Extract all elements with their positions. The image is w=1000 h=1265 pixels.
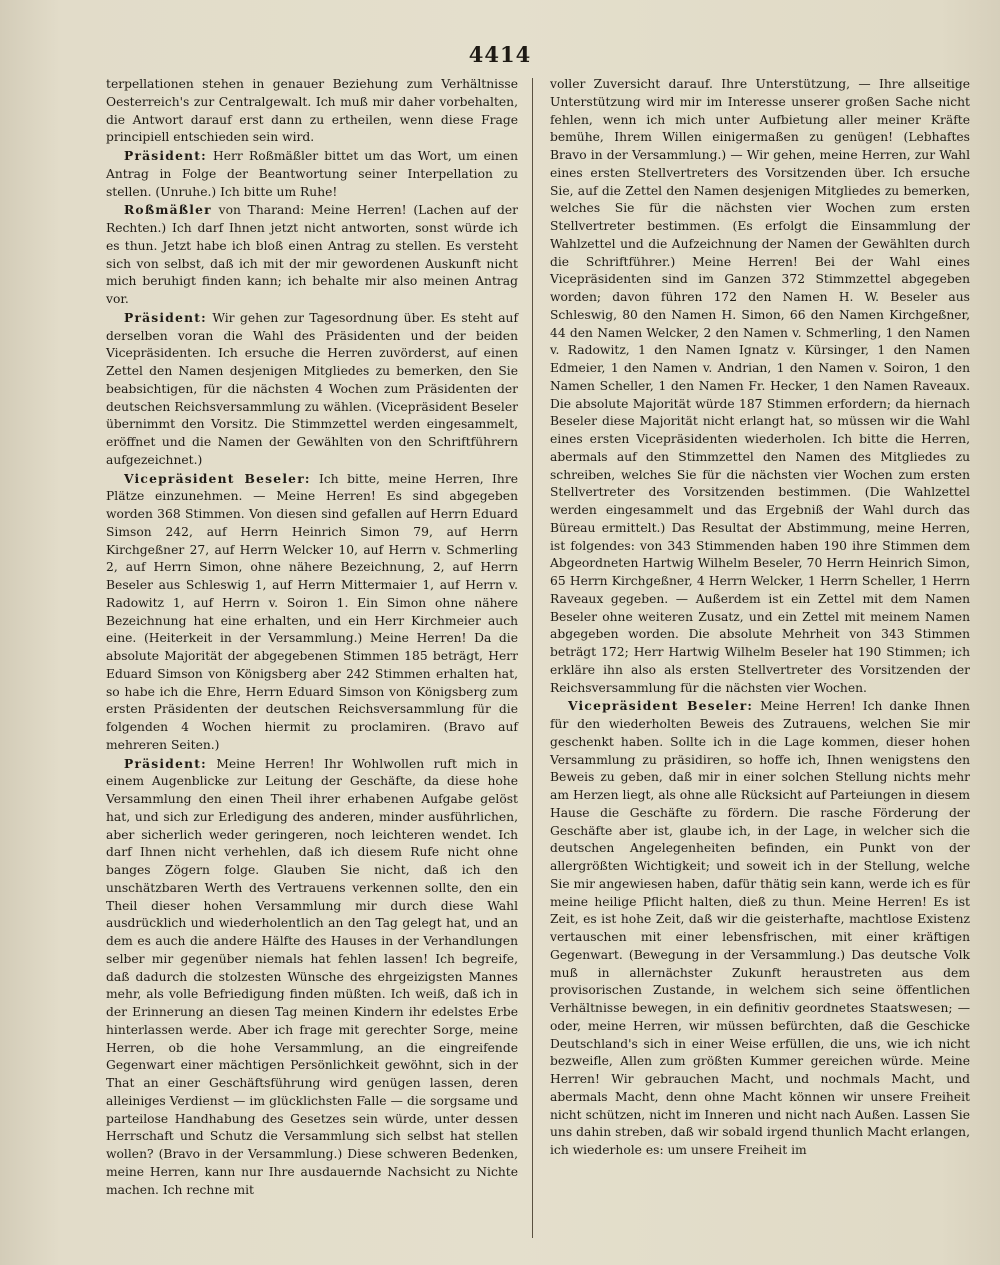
paragraph xyxy=(106,755,518,1200)
paragraph xyxy=(550,76,970,697)
paragraph-text: Herr Roßmäßler bittet um das Wort, um einen Antrag in Folge der Beantwortung seiner Interpellation zu stellen. (Unruhe.) Ich bitte um Ruhe! xyxy=(106,149,518,199)
paragraph xyxy=(106,76,518,147)
paragraph xyxy=(106,201,518,309)
paragraph-text: Wir gehen zur Tagesordnung über. Es steht auf derselben voran die Wahl des Präsidenten und der beiden Vicepräsidenten. Ich ersuche die Herren zuvörderst, auf einen Zettel den Namen desjenigen Mitgliedes zu bemerken, den Sie beabsichtigen, für die nächsten 4 Wochen zum Präsidenten der deutschen Reichsversammlung zu wählen. (Vicepräsident Beseler übernimmt den Vorsitz. Die Stimmzettel werden eingesammelt, eröffnet und die Namen der Gewählten von den Schriftführern aufgezeichnet.) xyxy=(106,310,518,467)
paragraph-text: voller Zuversicht darauf. Ihre Unterstützung, — Ihre allseitige Unterstützung wird mir im Interesse unserer großen Sache nicht fehlen, wenn ich mich unter Aufbietung aller meiner Kräfte bemühe, Ihrem Willen einigermaßen zu genügen! (Lebhaftes Bravo in der Versammlung.) — Wir gehen, meine Herren, zur Wahl eines ersten Stellvertreters des Vorsitzenden über. Ich ersuche Sie, auf die Zettel den Namen desjenigen Mitgliedes zu bemerken, welches Sie für die nächsten vier Wochen zum ersten Stellvertreter bestimmen. (Es erfolgt die Einsammlung der Wahlzettel und die Aufzeichnung der Namen der Gewählten durch die Schriftführer.) Meine Herren! Bei der Wahl eines Vicepräsidenten sind im Ganzen 372 Stimmzettel abgegeben worden; davon führen 172 den Namen H. W. Beseler aus Schleswig, 80 den Namen H. Simon, 66 den Namen Kirchgeßner, 44 den Namen Welcker, 2 den Namen v. Schmerling, 1 den Namen v. Radowitz, 1 den Namen Ignatz v. Kürsinger, 1 den Namen Edmeier, 1 den Namen v. Andrian, 1 den Namen v. Soiron, 1 den Namen Scheller, 1 den Namen Fr. Hecker, 1 den Namen Raveaux. Die absolute Majorität würde 187 Stimmen erfordern; da hiernach Beseler diese Majorität nicht erlangt hat, so müssen wir die Wahl eines ersten Vicepräsidenten wiederholen. Ich bitte die Herren, abermals auf den Stimmzettel den Namen des Mitgliedes zu schreiben, welches Sie für die nächsten vier Wochen zum ersten Stellvertreter des Vorsitzenden bestimmen. (Die Wahlzettel werden eingesammelt und das Ergebniß der Wahl durch das Büreau ermittelt.) Das Resultat der Abstimmung, meine Herren, ist folgendes: von 343 Stimmenden haben 190 ihre Stimmen dem Abgeordneten Hartwig Wilhelm Beseler, 70 Herrn Heinrich Simon, 65 Herrn Kirchgeßner, 4 Herrn Welcker, 1 Herrn Scheller, 1 Herrn Raveaux gegeben. — Außerdem ist ein Zettel mit dem Namen Beseler ohne weiteren Zusatz, und ein Zettel mit meinem Namen abgegeben worden. Die absolute Mehrheit von 343 Stimmen beträgt 172; Herr Hartwig Wilhelm Beseler hat 190 Stimmen; ich erkläre ihn also als ersten Stellvertreter des Vorsitzenden der Reichsversammlung für die nächsten vier Wochen. xyxy=(550,77,970,695)
paragraph xyxy=(106,147,518,201)
paragraph-text: Ich bitte, meine Herren, Ihre Plätze einzunehmen. — Meine Herren! Es sind abgegeben worden 368 Stimmen. Von diesen sind gefallen auf Herrn Eduard Simson 242, auf Herrn Heinrich Simon 79, auf Herrn Kirchgeßner 27, auf Herrn Welcker 10, auf Herrn v. Schmerling 2, auf Herrn Simon, ohne nähere Bezeichnung, 2, auf Herrn Beseler aus Schleswig 1, auf Herrn Mittermaier 1, auf Herrn v. Radowitz 1, auf Herrn v. Soiron 1. Ein Simon ohne nähere Bezeichnung hat eine erhalten, und ein Herr Kirchmeier auch eine. (Heiterkeit in der Versammlung.) Meine Herren! Da die absolute Majorität der abgegebenen Stimmen 185 beträgt, Herr Eduard Simson von Königsberg aber 242 Stimmen erhalten hat, so habe ich die Ehre, Herrn Eduard Simson von Königsberg zum ersten Präsidenten der deutschen Reichsversammlung für die folgenden 4 Wochen hiermit zu proclamiren. (Bravo auf mehreren Seiten.) xyxy=(106,471,518,752)
paragraph-text: Meine Herren! Ihr Wohlwollen ruft mich in einem Augenblicke zur Leitung der Geschäfte, da diese hohe Versammlung den einen Theil ihrer erhabenen Aufgabe gelöst hat, und sich zur Erledigung des anderen, minder ausführlichen, aber sicherlich weder geringeren, noch leichteren wendet. Ich darf Ihnen nicht verhehlen, daß ich diesem Rufe nicht ohne banges Zögern folge. Glauben Sie nicht, daß ich den unschätzbaren Werth des Vertrauens verkennen sollte, den ein Theil dieser hohen Versammlung mir durch diese Wahl ausdrücklich und wiederholentlich an den Tag gelegt hat, und an dem es auch die andere Hälfte des Hauses in der Verhandlungen selber mir gegenüber niemals hat fehlen lassen! Ich begreife, daß dadurch die stolzesten Wünsche des ehrgeizigsten Mannes mehr, als volle Befriedigung finden müßten. Ich weiß, daß ich in der Erinnerung an diesen Tag meinen Kindern ihr edelstes Erbe hinterlassen werde. Aber ich frage mit gerechter Sorge, meine Herren, ob die hohe Versammlung, an die eingreifende Gegenwart einer mächtigen Persönlichkeit gewöhnt, sich in der That an einer Geschäftsführung wird genügen lassen, deren alleiniges Verdienst — im glücklichsten Falle — die sorgsame und parteilose Handhabung des Gesetzes sein würde, unter dessen Herrschaft und Schutz die Versammlung sich selbst hat stellen wollen? (Bravo in der Versammlung.) Diese schweren Bedenken, meine Herren, kann nur Ihre ausdauernde Nachsicht zu Nichte machen. Ich rechne mit xyxy=(106,756,518,1197)
speaker-name: Präsident: xyxy=(124,755,207,771)
speaker-name: Präsident: xyxy=(124,309,207,325)
speaker-name: Präsident: xyxy=(124,148,207,163)
paragraph xyxy=(106,309,518,470)
paragraph xyxy=(106,470,518,755)
paragraph-text: terpellationen stehen in genauer Beziehung zum Verhältnisse Oesterreich's zur Centralgewalt. Ich muß mir daher vorbehalten, die Antwort darauf erst dann zu ertheilen, wenn diese Frage principiell entschieden sein wird. xyxy=(106,77,518,145)
paragraph-text: von Tharand: Meine Herren! (Lachen auf der Rechten.) Ich darf Ihnen jetzt nicht antworten, sonst würde ich es thun. Jetzt habe ich bloß einen Antrag zu stellen. Es versteht sich von selbst, daß ich mit der mir gewordenen Auskunft nicht mich beruhigt finden kann; ich behalte mir also meinen Antrag vor. xyxy=(106,203,518,306)
paragraph xyxy=(550,697,970,1160)
left-column xyxy=(106,76,518,1199)
page-number: 4414 xyxy=(468,42,532,67)
right-column xyxy=(550,76,970,1160)
speaker-name: Vicepräsident Beseler: xyxy=(568,698,754,714)
speaker-name: Roßmäßler xyxy=(124,202,212,218)
column-divider xyxy=(532,78,533,1238)
speaker-name: Vicepräsident Beseler: xyxy=(124,470,311,486)
paragraph-text: Meine Herren! Ich danke Ihnen für den wiederholten Beweis des Zutrauens, welchen Sie mir geschenkt haben. Sollte ich in die Lage kommen, dieser hohen Versammlung zu präsidiren, so hoffe ich, Ihnen wenigstens den Beweis zu geben, daß mir in einer solchen Stellung nichts mehr am Herzen liegt, als ohne alle Rücksicht auf Parteiungen in diesem Hause die Geschäfte zu fördern. Die rasche Förderung der Geschäfte aber ist, glaube ich, in der Lage, in welcher sich die deutschen Angelegenheiten befinden, ein Punkt von der allergrößten Wichtigkeit; und soweit ich in der Stellung, welche Sie mir angewiesen haben, dafür thätig sein kann, werde ich es für meine heilige Pflicht halten, dieß zu thun. Meine Herren! Es ist Zeit, es ist hohe Zeit, daß wir die geisterhafte, machtlose Existenz vertauschen mit einer lebensfrischen, mit einer kräftigen Gegenwart. (Bewegung in der Versammlung.) Das deutsche Volk muß in allernächster Zukunft heraustreten aus dem provisorischen Zustande, in welchem sich seine öffentlichen Verhältnisse bewegen, in ein definitiv geordnetes Staatswesen; — oder, meine Herren, wir müssen befürchten, daß die Geschicke Deutschland's sich in einer Weise erfüllen, die uns, wie ich nicht bezweifle, Allen zum größten Kummer gereichen würde. Meine Herren! Wir gebrauchen Macht, und nochmals Macht, und abermals Macht, denn ohne Macht können wir unsere Freiheit nicht schützen, nicht im Inneren und nicht nach Außen. Lassen Sie uns dahin streben, daß wir sobald irgend thunlich Macht erlangen, ich wiederhole es: um unsere Freiheit im xyxy=(550,699,970,1157)
